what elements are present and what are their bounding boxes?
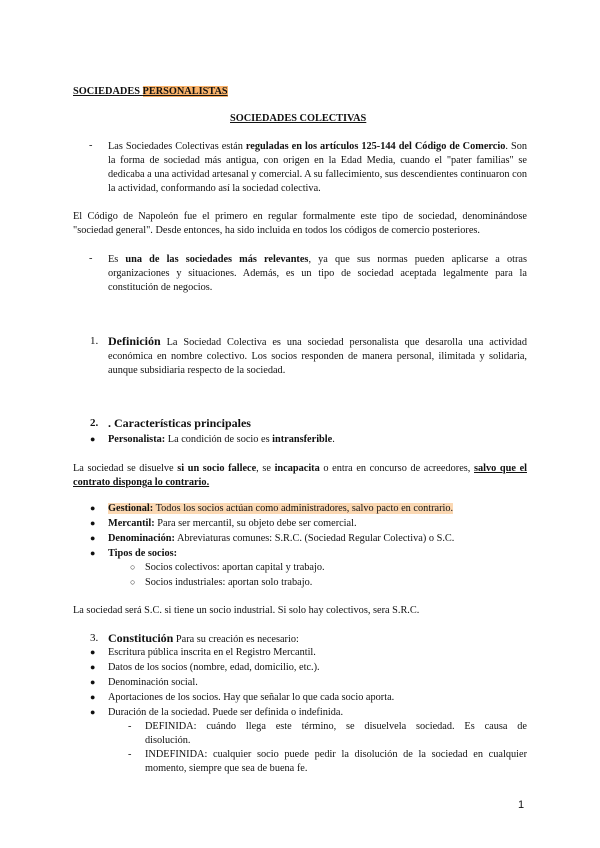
dash-bullet: -	[89, 140, 93, 151]
circle-bullet: ○	[130, 562, 136, 572]
page-number: 1	[518, 799, 525, 811]
tipo-socio-item: Socios colectivos: aportan capital y trabajo.	[145, 562, 325, 573]
char-personalista: Personalista: La condición de socio es intransferible.	[108, 434, 335, 445]
tipo-socio-item: Socios industriales: aportan solo trabajo.	[145, 577, 313, 588]
char-denominacion: Denominación: Abreviaturas comunes: S.R.C. (Sociedad Regular Colectiva) o S.C.	[108, 533, 455, 544]
duration-indefinida: INDEFINIDA: cualquier socio puede pedir la disolución de la sociedad en cualquier momento, siempre que sea de buena fe.	[145, 749, 527, 774]
intro-paragraph-1: Las Sociedades Colectivas están reguladas en los artículos 125-144 del Código de Comercio. Son la forma de sociedad más antigua, con origen en la Edad Media, cuando el "pater familias" se dedicaba a una actividad artesanal y comercial. A su fallecimiento, sus descendientes continuaron con la actividad, conformando así la sociedad colectiva.	[108, 141, 527, 194]
requirement-item: Duración de la sociedad. Puede ser definida o indefinida.	[108, 707, 344, 718]
circle-bullet: ○	[130, 577, 136, 587]
page-title: SOCIEDADES PERSONALISTAS	[73, 86, 228, 97]
bullet: ●	[90, 518, 96, 528]
dash-bullet: -	[128, 721, 132, 732]
duration-definida: DEFINIDA: cuándo llega este término, se disuelvela sociedad. Es causa de disolución.	[145, 721, 527, 746]
section-caracteristicas: . Características principales	[108, 416, 251, 430]
bullet: ●	[90, 533, 96, 543]
section-number: 2.	[90, 417, 99, 429]
sc-paragraph: La sociedad será S.C. si tiene un socio industrial. Si solo hay colectivos, sera S.R.C.	[73, 605, 420, 616]
bullet: ●	[90, 677, 96, 687]
dash-bullet: -	[128, 749, 132, 760]
bullet: ●	[90, 647, 96, 657]
intro-paragraph-2: Es una de las sociedades más relevantes, ya que sus normas pueden aplicarse a otras organizaciones y situaciones. Además, es un tipo de sociedad aceptada legalmente para la constitución de negocios.	[108, 254, 527, 293]
subtitle: SOCIEDADES COLECTIVAS	[230, 113, 367, 124]
requirement-item: Denominación social.	[108, 677, 198, 688]
bullet: ●	[90, 548, 96, 558]
bullet: ●	[90, 707, 96, 717]
dash-bullet: -	[89, 253, 93, 264]
char-mercantil: Mercantil: Para ser mercantil, su objeto debe ser comercial.	[108, 518, 357, 529]
disuelve-paragraph: La sociedad se disuelve si un socio fallece, se incapacita o entra en concurso de acreedores, salvo que el contrato disponga lo contrario.	[73, 463, 527, 488]
bullet: ●	[90, 434, 96, 444]
napoleon-paragraph: El Código de Napoleón fue el primero en regular formalmente este tipo de sociedad, denominándose "sociedad general". Desde entonces, ha sido incluida en todos los códigos de comercio posteriores.	[73, 211, 527, 236]
section-constitucion: Constitución Para su creación es necesario:	[108, 631, 299, 645]
bullet: ●	[90, 662, 96, 672]
bullet: ●	[90, 503, 96, 513]
char-tipos-socios: Tipos de socios:	[108, 548, 178, 559]
char-gestional: Gestional: Todos los socios actúan como administradores, salvo pacto en contrario.	[108, 503, 454, 514]
requirement-item: Datos de los socios (nombre, edad, domicilio, etc.).	[108, 662, 320, 673]
section-definicion: Definición La Sociedad Colectiva es una sociedad personalista que desarolla una actividad económica en nombre colectivo. Los socios responden de manera personal, ilimitada y solidaria, aunque subsidiaria respecto de la sociedad.	[108, 334, 527, 376]
bullet: ●	[90, 692, 96, 702]
section-number: 1.	[90, 335, 99, 347]
section-number: 3.	[90, 632, 99, 644]
requirement-item: Aportaciones de los socios. Hay que señalar lo que cada socio aporta.	[108, 692, 395, 703]
requirement-item: Escritura pública inscrita en el Registro Mercantil.	[108, 647, 316, 658]
